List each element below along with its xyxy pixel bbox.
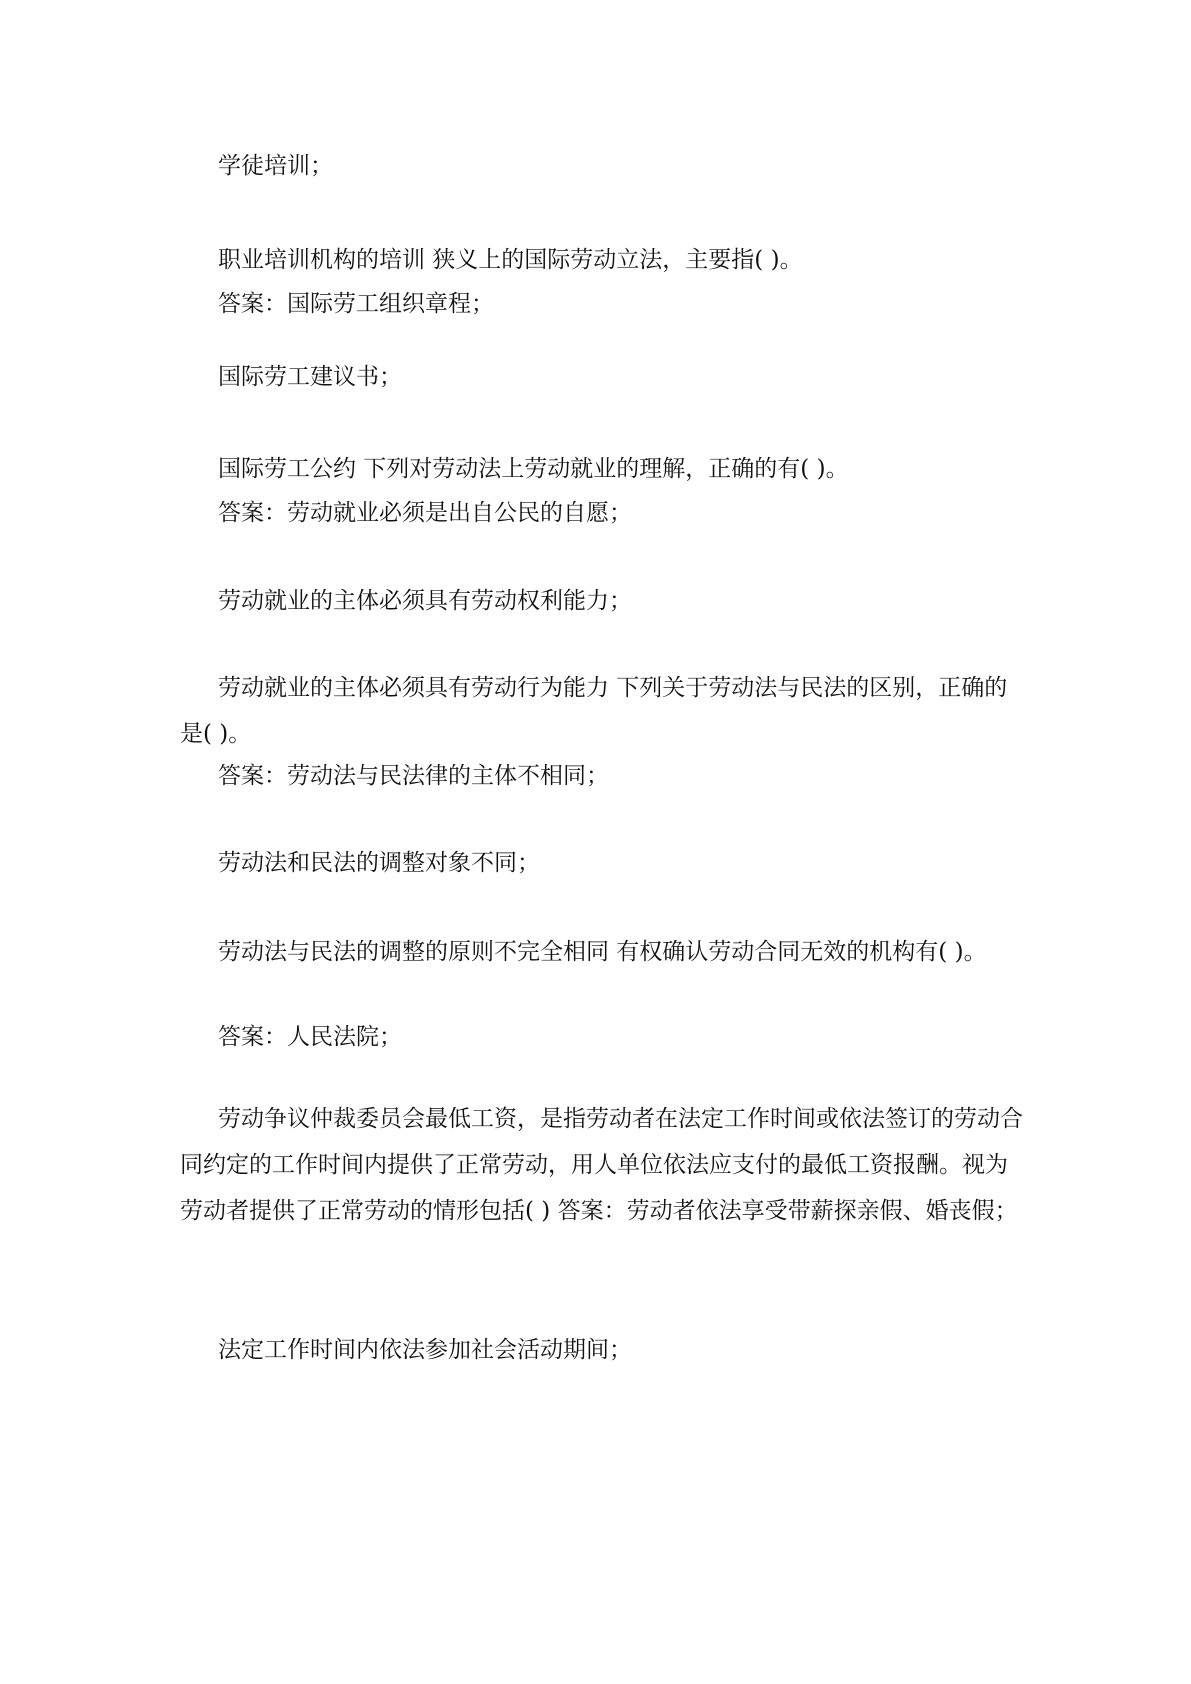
- answer-line: 答案：人民法院；: [218, 1024, 402, 1050]
- question-paragraph: 劳动就业的主体必须具有劳动行为能力 下列关于劳动法与民法的区别，正确的是( )。: [180, 675, 1008, 747]
- text-line: 学徒培训；: [218, 153, 333, 179]
- question-line: 职业培训机构的培训 狭义上的国际劳动立法，主要指( )。: [218, 247, 803, 273]
- text-line: 国际劳工建议书；: [218, 364, 402, 390]
- text-line: 劳动法和民法的调整对象不同；: [218, 850, 540, 876]
- answer-line: 答案：劳动法与民法律的主体不相同；: [218, 763, 609, 789]
- text-line: 法定工作时间内依法参加社会活动期间；: [218, 1337, 632, 1363]
- question-paragraph: 劳动法与民法的调整的原则不完全相同 有权确认劳动合同无效的机构有( )。: [218, 939, 987, 965]
- question-paragraph: 劳动争议仲裁委员会最低工资，是指劳动者在法定工作时间或依法签订的劳动合同约定的工作时间内提供了正常劳动，用人单位依法应支付的最低工资报酬。视为劳动者提供了正常劳动的情形包括( ) 答案：劳动者依法享受带薪探亲假、婚丧假；: [180, 1106, 1023, 1224]
- answer-line: 答案：劳动就业必须是出自公民的自愿；: [218, 500, 632, 526]
- question-line: 国际劳工公约 下列对劳动法上劳动就业的理解，正确的有( )。: [218, 456, 849, 482]
- answer-line: 答案：国际劳工组织章程；: [218, 291, 494, 317]
- text-line: 劳动就业的主体必须具有劳动权利能力；: [218, 588, 632, 614]
